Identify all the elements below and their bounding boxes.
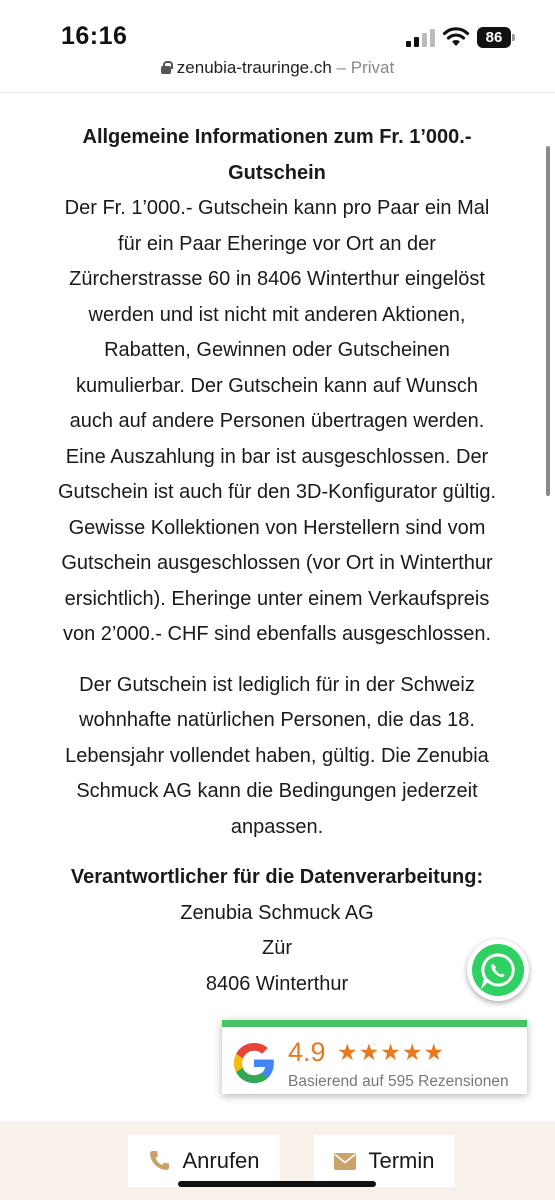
call-button[interactable] [128,1135,280,1187]
appointment-label: Termin [368,1148,435,1173]
whatsapp-button[interactable] [467,939,529,1001]
google-g-icon [230,1039,278,1087]
scrollbar[interactable] [546,146,550,496]
whatsapp-icon [472,944,524,996]
call-label: Anrufen [182,1148,260,1173]
page-heading: Allgemeine Informationen zum Fr. 1’000.- Gutschein [82,126,472,184]
google-rating-badge[interactable] [222,1020,527,1094]
rating-value: 4.9 [288,1037,326,1067]
voucher-terms-paragraph: Der Fr. 1’000.- Gutschein kann pro Paar ein Mal für ein Paar Eheringe vor Ort an der Zürcherstrasse 60 in 8406 Winterthur eingelöst werden und ist nicht mit anderen Aktionen, Rabatten, Gewinnen oder Gutscheinen kumulierbar. Der Gutschein kann auf Wunsch auch auf andere Personen übertragen werden. Eine Auszahlung in bar ist ausgeschlossen. Der Gutschein ist auch für den 3D-Konfigurator gültig. Gewisse Kollektionen von Herstellern sind vom Gutschein ausgeschlossen (vor Ort in Winterthur ersichtlich). Eheringe unter einem Verkaufspreis von 2’000.- CHF sind ebenfalls ausgeschlossen. [57,197,497,645]
lock-icon [161,61,171,74]
wifi-icon [442,25,470,47]
review-count: Basierend auf 595 Rezensionen [288,1073,509,1090]
url-separator: – [336,58,346,77]
rating-stars: ★★★★★ [337,1039,446,1065]
signal-icon [406,29,436,47]
private-mode-label: Privat [350,58,395,77]
url-bar[interactable] [0,58,555,92]
header-divider [0,92,555,93]
appointment-button[interactable] [314,1135,455,1187]
voucher-info-section [54,120,500,1002]
company-city: 8406 Winterthur [205,972,349,995]
home-indicator [178,1181,376,1187]
mail-icon [334,1153,356,1170]
data-responsible-heading: Verantwortlicher für die Datenverarbeitung: [70,866,484,888]
company-street: Zür [262,937,292,959]
status-bar [0,0,555,58]
status-time: 16:16 [61,22,128,50]
phone-icon [148,1150,170,1172]
battery-level: 86 [477,27,511,48]
bottom-action-bar [0,1121,555,1200]
battery-icon [477,27,517,48]
company-name: Zenubia Schmuck AG [180,901,374,924]
url-domain: zenubia-trauringe.ch [176,58,332,77]
eligibility-paragraph: Der Gutschein ist lediglich für in der Schweiz wohnhafte natürlichen Personen, die das 18. Lebensjahr vollendet haben, gültig. Die Zenubia Schmuck AG kann die Bedingungen jederzeit anpassen. [65,673,489,838]
